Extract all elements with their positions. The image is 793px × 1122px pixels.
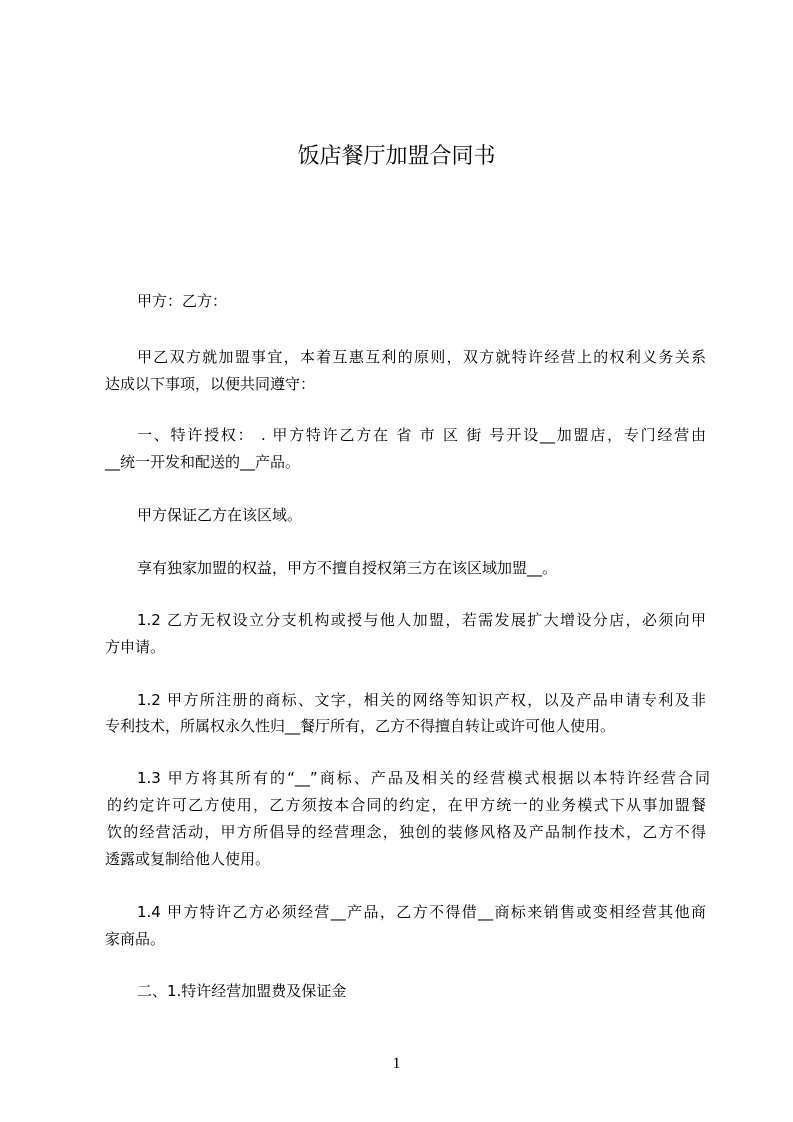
document-title: 饭店餐厅加盟合同书 xyxy=(297,144,496,169)
paragraph-line: __统一开发和配送的__产品。 xyxy=(105,453,301,471)
paragraph-line: 的约定许可乙方使用，乙方须按本合同的约定，在甲方统一的业务模式下从事加盟餐 xyxy=(107,796,706,814)
paragraph-line: 一、特许授权： . 甲方特许乙方在 省 市 区 街 号开设__加盟店，专门经营由 xyxy=(137,426,706,444)
paragraph-line: 1.2 甲方所注册的商标、文字，相关的网络等知识产权，以及产品申请专利及非 xyxy=(137,691,706,709)
section-heading: 二、1.特许经营加盟费及保证金 xyxy=(137,982,347,1000)
paragraph-line: 家商品。 xyxy=(105,930,166,948)
paragraph-line: 1.4 甲方特许乙方必须经营__产品，乙方不得借__商标来销售或变相经营其他商 xyxy=(137,903,706,921)
paragraph-line: 饮的经营活动，甲方所倡导的经营理念，独创的装修风格及产品制作技术，乙方不得 xyxy=(107,823,706,841)
paragraph-line: 达成以下事项，以便共同遵守： xyxy=(105,375,316,393)
paragraph-line: 甲方保证乙方在该区域。 xyxy=(137,506,303,524)
page-number: 1 xyxy=(392,1055,401,1072)
paragraph-line: 1.3 甲方将其所有的“__”商标、产品及相关的经营模式根据以本特许经营合同 xyxy=(137,769,710,787)
paragraph-line: 专利技术，所属权永久性归__餐厅所有，乙方不得擅自转让或许可他人使用。 xyxy=(105,717,616,735)
paragraph-line: 甲乙双方就加盟事宜，本着互惠互利的原则，双方就特许经营上的权利义务关系 xyxy=(137,348,706,366)
paragraph-line: 1.2 乙方无权设立分支机构或授与他人加盟，若需发展扩大增设分店，必须向甲 xyxy=(137,611,706,629)
paragraph-line: 透露或复制给他人使用。 xyxy=(105,850,271,868)
parties-line: 甲方：乙方： xyxy=(137,292,228,310)
paragraph-line: 享有独家加盟的权益，甲方不擅自授权第三方在该区域加盟__。 xyxy=(137,559,558,577)
paragraph-line: 方申请。 xyxy=(105,638,166,656)
